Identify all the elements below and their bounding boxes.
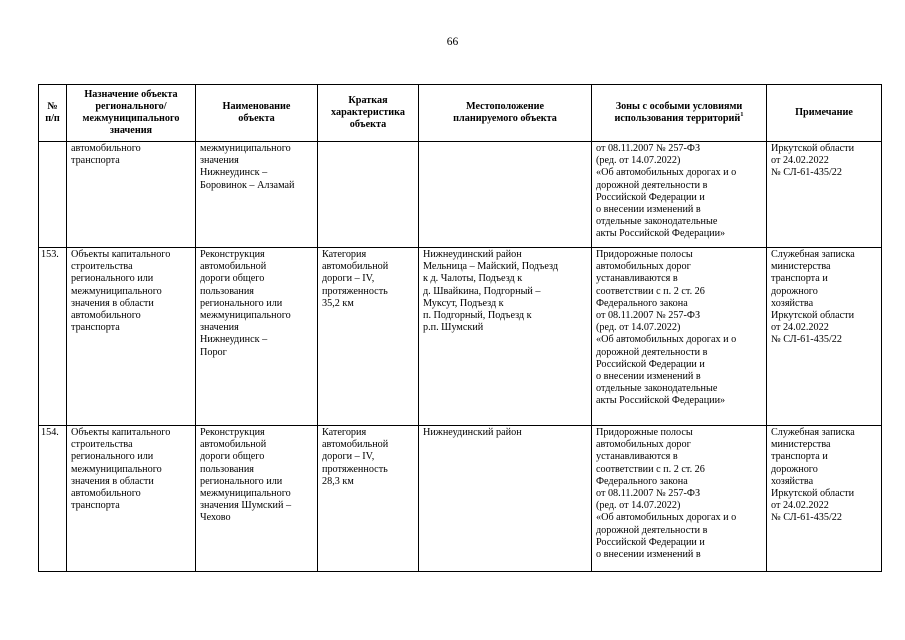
cell-text-line: № СЛ-61-435/22: [771, 334, 842, 346]
cell-text-line: дорожного: [771, 285, 818, 297]
cell-text-line: хозяйства: [771, 475, 814, 487]
cell-text-line: № СЛ-61-435/22: [771, 167, 842, 179]
cell-text-line: автомобильного: [71, 310, 141, 322]
header-text-line: Наименование: [222, 100, 291, 112]
cell-note: [767, 142, 882, 248]
cell-text-line: к д. Чалоты, Подъезд к: [423, 273, 523, 285]
cell-text-line: межмуниципального: [71, 285, 162, 297]
cell-text-line: Российской Федерации и: [596, 536, 705, 548]
cell-special-zones: [592, 142, 767, 248]
cell-text-line: министерства: [771, 439, 831, 451]
cell-text-line: протяженность: [322, 463, 388, 475]
cell-text-line: автомобильного: [71, 488, 141, 500]
cell-text-line: (ред. от 14.07.2022): [596, 322, 681, 334]
cell-text-line: дорожной деятельности в: [596, 346, 708, 358]
header-text-line: Примечание: [795, 106, 853, 118]
header-text-line: межмуниципального: [82, 113, 180, 124]
cell-text-line: автомобильной: [322, 261, 389, 273]
cell-object-name: [196, 248, 318, 426]
cell-note: [767, 426, 882, 572]
header-characteristics: [318, 85, 419, 142]
cell-text-line: «Об автомобильных дорогах и о: [596, 512, 737, 524]
cell-note: [767, 248, 882, 426]
cell-text-line: хозяйства: [771, 297, 814, 309]
cell-text-line: дорожной деятельности в: [596, 179, 708, 191]
cell-text-line: транспорта: [71, 500, 120, 512]
cell-text-line: акты Российской Федерации»: [596, 395, 726, 407]
header-text-line: п/п: [45, 113, 60, 124]
cell-text-line: автомобильных дорог: [596, 439, 691, 451]
cell-text-line: Категория: [322, 427, 367, 438]
header-location: [419, 85, 592, 142]
cell-text-line: значения в области: [71, 297, 154, 309]
cell-text-line: п. Подгорный, Подъезд к: [423, 310, 532, 322]
cell-text-line: Российской Федерации и: [596, 191, 705, 203]
page-number: 66: [446, 36, 459, 48]
cell-text-line: акты Российской Федерации»: [596, 228, 726, 240]
header-text-line: Местоположение: [465, 100, 545, 112]
cell-location: [419, 142, 592, 248]
cell-text-line: транспорта и: [771, 273, 828, 285]
cell-text-line: 35,2 км: [322, 297, 354, 309]
cell-text-line: от 08.11.2007 № 257-ФЗ: [596, 488, 701, 500]
cell-text-line: Служебная записка: [771, 249, 855, 260]
header-text-line: значения: [109, 125, 153, 137]
cell-text-line: Нижнеудинский район: [423, 249, 522, 260]
territory-zones-table: [38, 84, 882, 572]
header-object-name: [196, 85, 318, 142]
header-text-line: Краткая: [348, 94, 388, 106]
cell-text-line: значения Шумский –: [200, 500, 292, 512]
cell-text-line: межмуниципального: [71, 463, 162, 475]
cell-purpose: [67, 248, 196, 426]
cell-text-line: Порог: [200, 346, 227, 358]
header-text-line: Назначение объекта: [84, 88, 178, 100]
cell-text-line: автомобильной: [200, 261, 267, 273]
cell-text-line: Придорожные полосы: [596, 249, 693, 260]
cell-text-line: дороги – IV,: [322, 273, 375, 285]
cell-text-line: транспорта: [71, 322, 120, 334]
cell-text-line: Чехово: [200, 512, 231, 524]
cell-text-line: о внесении изменений в: [596, 549, 701, 561]
table-row: [39, 248, 882, 426]
cell-text-line: значения: [200, 322, 239, 334]
cell-text-line: (ред. от 14.07.2022): [596, 500, 681, 512]
cell-text-line: Нижнеудинск –: [200, 167, 268, 179]
cell-location: [419, 248, 592, 426]
cell-characteristics: [318, 142, 419, 248]
cell-text-line: соответствии с п. 2 ст. 26: [596, 463, 705, 475]
cell-text-line: Придорожные полосы: [596, 427, 693, 438]
cell-text-line: Объекты капитального: [71, 427, 171, 438]
cell-object-name: [196, 426, 318, 572]
cell-text-line: устанавливаются в: [596, 273, 678, 285]
cell-text-line: от 08.11.2007 № 257-ФЗ: [596, 143, 701, 154]
cell-text-line: от 24.02.2022: [771, 500, 829, 512]
cell-text-line: Объекты капитального: [71, 249, 171, 260]
cell-special-zones: [592, 426, 767, 572]
cell-text-line: о внесении изменений в: [596, 204, 701, 216]
cell-characteristics: [318, 426, 419, 572]
cell-text-line: 28,3 км: [322, 475, 354, 487]
cell-text-line: межмуниципального: [200, 143, 291, 154]
cell-object-name: [196, 142, 318, 248]
header-note: [767, 85, 882, 142]
cell-text-line: пользования: [200, 285, 254, 297]
cell-text-line: Реконструкция: [200, 427, 265, 438]
table-header-row: [39, 85, 882, 142]
cell-text-line: (ред. от 14.07.2022): [596, 155, 681, 167]
cell-number: [39, 248, 67, 426]
cell-text-line: дорожной деятельности в: [596, 524, 708, 536]
cell-text-line: Служебная записка: [771, 427, 855, 438]
header-text-line: регионального/: [95, 100, 167, 112]
cell-text-line: «Об автомобильных дорогах и о: [596, 167, 737, 179]
cell-text-line: значения: [200, 155, 239, 167]
header-special-zones: [592, 85, 767, 142]
cell-text-line: значения в области: [71, 475, 154, 487]
cell-text-line: регионального или: [71, 273, 154, 285]
cell-number: [39, 142, 67, 248]
cell-text-line: Нижнеудинск –: [200, 334, 268, 346]
header-text-line: использования территорий$^1$: [614, 111, 744, 124]
cell-text-line: 154.: [41, 427, 59, 438]
cell-text-line: № СЛ-61-435/22: [771, 512, 842, 524]
cell-characteristics: [318, 248, 419, 426]
cell-text-line: соответствии с п. 2 ст. 26: [596, 285, 705, 297]
cell-text-line: строительства: [71, 439, 133, 451]
cell-text-line: Иркутской области: [771, 488, 855, 500]
cell-text-line: Мельница – Майский, Подъезд: [423, 261, 559, 273]
header-text-line: объекта: [238, 113, 275, 124]
cell-text-line: от 24.02.2022: [771, 155, 829, 167]
cell-text-line: транспорта и: [771, 451, 828, 463]
table-row: [39, 426, 882, 572]
cell-text-line: Федерального закона: [596, 297, 688, 309]
cell-text-line: Боровинок – Алзамай: [200, 179, 295, 191]
cell-text-line: дороги общего: [200, 451, 265, 463]
cell-text-line: транспорта: [71, 155, 120, 167]
cell-text-line: автомобильного: [71, 143, 141, 154]
cell-text-line: регионального или: [71, 451, 154, 463]
cell-text-line: отдельные законодательные: [596, 383, 718, 395]
header-text-line: Зоны с особыми условиями: [615, 100, 743, 112]
cell-text-line: строительства: [71, 261, 133, 273]
cell-text-line: автомобильной: [322, 439, 389, 451]
cell-text-line: Нижнеудинский район: [423, 427, 522, 438]
cell-purpose: [67, 426, 196, 572]
cell-text-line: Иркутской области: [771, 310, 855, 322]
header-text-line: №: [47, 100, 58, 112]
cell-text-line: дороги общего: [200, 273, 265, 285]
cell-number: [39, 426, 67, 572]
header-text-line: объекта: [349, 119, 387, 131]
table-row: [39, 142, 882, 248]
cell-text-line: Реконструкция: [200, 249, 265, 260]
cell-text-line: Российской Федерации и: [596, 358, 705, 370]
cell-text-line: Иркутской области: [771, 143, 855, 154]
footnote-marker: 1: [740, 111, 744, 118]
cell-text-line: «Об автомобильных дорогах и о: [596, 334, 737, 346]
cell-text-line: межмуниципального: [200, 488, 291, 500]
cell-text-line: отдельные законодательные: [596, 216, 718, 228]
cell-text-line: от 24.02.2022: [771, 322, 829, 334]
cell-text-line: дорожного: [771, 463, 818, 475]
cell-text-line: министерства: [771, 261, 831, 273]
cell-text-line: д. Швайкина, Подгорный –: [423, 285, 541, 297]
cell-location: [419, 426, 592, 572]
cell-text-line: регионального или: [200, 475, 283, 487]
header-purpose: [67, 85, 196, 142]
cell-purpose: [67, 142, 196, 248]
header-number: [39, 85, 67, 142]
cell-text-line: протяженность: [322, 285, 388, 297]
cell-text-line: 153.: [41, 249, 59, 260]
cell-text-line: автомобильных дорог: [596, 261, 691, 273]
cell-text-line: Муксут, Подъезд к: [423, 297, 504, 309]
cell-text-line: регионального или: [200, 297, 283, 309]
cell-text-line: устанавливаются в: [596, 451, 678, 463]
cell-text-line: от 08.11.2007 № 257-ФЗ: [596, 310, 701, 322]
cell-text-line: Категория: [322, 249, 367, 260]
cell-special-zones: [592, 248, 767, 426]
cell-text-line: Федерального закона: [596, 475, 688, 487]
cell-text-line: р.п. Шумский: [423, 322, 484, 334]
header-text-line: характеристика: [331, 106, 405, 118]
cell-text-line: автомобильной: [200, 439, 267, 451]
cell-text-line: дороги – IV,: [322, 451, 375, 463]
header-text-line: планируемого объекта: [453, 113, 557, 124]
cell-text-line: пользования: [200, 463, 254, 475]
cell-text-line: межмуниципального: [200, 310, 291, 322]
cell-text-line: о внесении изменений в: [596, 371, 701, 383]
